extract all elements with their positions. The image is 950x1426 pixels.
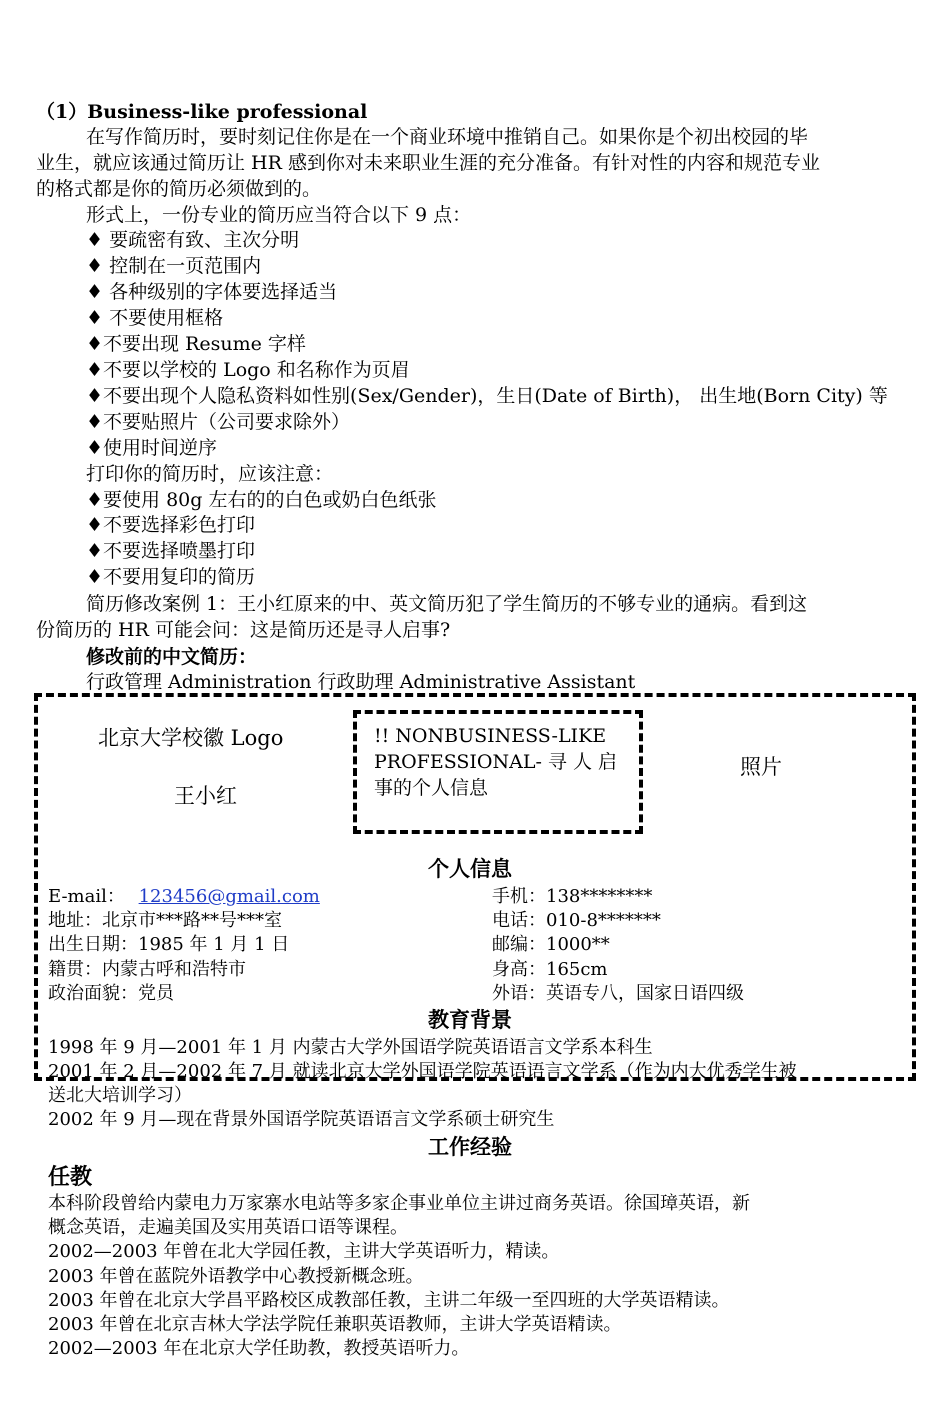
work-line: 概念英语，走遍美国及实用英语口语等课程。	[48, 1217, 408, 1238]
bullet-point: ♦ 控制在一页范围内	[86, 255, 262, 277]
personal-info-right: 邮编：1000**	[492, 934, 610, 955]
applicant-name: 王小红	[174, 784, 237, 808]
work-line: 2002—2003 年在北京大学任助教，教授英语听力。	[48, 1338, 470, 1359]
print-point: ♦要使用 80g 左右的的白色或奶白色纸张	[86, 489, 437, 511]
personal-info-left: 籍贯：内蒙古呼和浩特市	[48, 959, 246, 980]
photo-placeholder: 照片	[740, 755, 782, 779]
work-line: 本科阶段曾给内蒙电力万家寨水电站等多家企事业单位主讲过商务英语。徐国璋英语，新	[48, 1193, 750, 1214]
bullet-point: ♦不要以学校的 Logo 和名称作为页眉	[86, 359, 410, 381]
job-title-line: 行政管理 Administration 行政助理 Administrative Assistant	[86, 671, 636, 693]
personal-info-left: 地址：北京市***路**号***室	[48, 910, 282, 931]
education-title: 教育背景	[428, 1007, 512, 1032]
bullet-point: ♦ 各种级别的字体要选择适当	[86, 281, 338, 303]
personal-info-right: 电话：010-8*******	[492, 910, 661, 931]
intro-paragraph-line: 的格式都是你的简历必须做到的。	[36, 178, 322, 200]
work-line: 2002—2003 年曾在北大学园任教，主讲大学英语听力，精读。	[48, 1241, 560, 1262]
work-line: 2003 年曾在北京大学昌平路校区成教部任教，主讲二年级一至四班的大学英语精读。	[48, 1290, 730, 1311]
teaching-title: 任教	[48, 1164, 93, 1190]
bullet-point: ♦不要贴照片（公司要求除外）	[86, 411, 351, 433]
bullet-point: ♦ 要疏密有致、主次分明	[86, 229, 300, 251]
bullet-point: ♦ 不要使用框格	[86, 307, 224, 329]
personal-info-right: 手机：138********	[492, 886, 653, 907]
personal-info-left: 出生日期：1985 年 1 月 1 日	[48, 934, 290, 955]
work-line: 2003 年曾在蓝院外语教学中心教授新概念班。	[48, 1266, 424, 1287]
personal-info-right: 身高：165cm	[492, 959, 608, 980]
bullet-point: ♦不要出现 Resume 字样	[86, 333, 306, 355]
before-resume-label: 修改前的中文简历：	[86, 646, 258, 668]
print-point: ♦不要用复印的简历	[86, 566, 256, 588]
personal-info-left: 政治面貌：党员	[48, 983, 174, 1004]
email-label: E-mail：	[48, 886, 125, 907]
school-logo-placeholder: 北京大学校徽 Logo	[98, 726, 284, 750]
print-point: ♦不要选择喷墨打印	[86, 540, 256, 562]
section-heading: （1）Business-like professional	[36, 101, 368, 123]
print-intro: 打印你的简历时，应该注意：	[86, 463, 334, 485]
print-point: ♦不要选择彩色打印	[86, 514, 256, 536]
bullet-point: ♦不要出现个人隐私资料如性别(Sex/Gender)，生日(Date of Birth)， 出生地(Born City) 等	[86, 385, 888, 407]
email-link[interactable]: 123456@gmail.com	[138, 886, 320, 907]
education-line: 送北大培训学习）	[48, 1085, 192, 1106]
intro-paragraph-line: 在写作简历时，要时刻记住你是在一个商业环境中推销自己。如果你是个初出校园的毕	[86, 126, 809, 148]
personal-info-title: 个人信息	[428, 856, 512, 881]
work-title: 工作经验	[428, 1134, 512, 1159]
case-paragraph-line: 份简历的 HR 可能会问：这是简历还是寻人启事?	[36, 619, 451, 641]
work-line: 2003 年曾在北京吉林大学法学院任兼职英语教师，主讲大学英语精读。	[48, 1314, 622, 1335]
bullet-point: ♦使用时间逆序	[86, 437, 218, 459]
personal-info-right: 外语：英语专八，国家日语四级	[492, 983, 744, 1004]
education-line: 2001 年 2 月—2002 年 7 月 就读北京大学外国语学院英语语言文学系（作为内大优秀学生被	[48, 1061, 797, 1082]
email-row	[48, 885, 320, 909]
intro-paragraph-line: 业生，就应该通过简历让 HR 感到你对未来职业生涯的充分准备。有针对性的内容和规范专业	[36, 152, 820, 174]
points-intro: 形式上，一份专业的简历应当符合以下 9 点：	[86, 204, 472, 226]
education-line: 2002 年 9 月—现在背景外国语学院英语语言文学系硕士研究生	[48, 1109, 555, 1130]
education-line: 1998 年 9 月—2001 年 1 月 内蒙古大学外国语学院英语语言文学系本科生	[48, 1037, 653, 1058]
warning-note: !! NONBUSINESS-LIKE PROFESSIONAL- 寻 人 启 事的个人信息	[374, 725, 618, 799]
case-paragraph-line: 简历修改案例 1：王小红原来的中、英文简历犯了学生简历的不够专业的通病。看到这	[86, 593, 808, 615]
